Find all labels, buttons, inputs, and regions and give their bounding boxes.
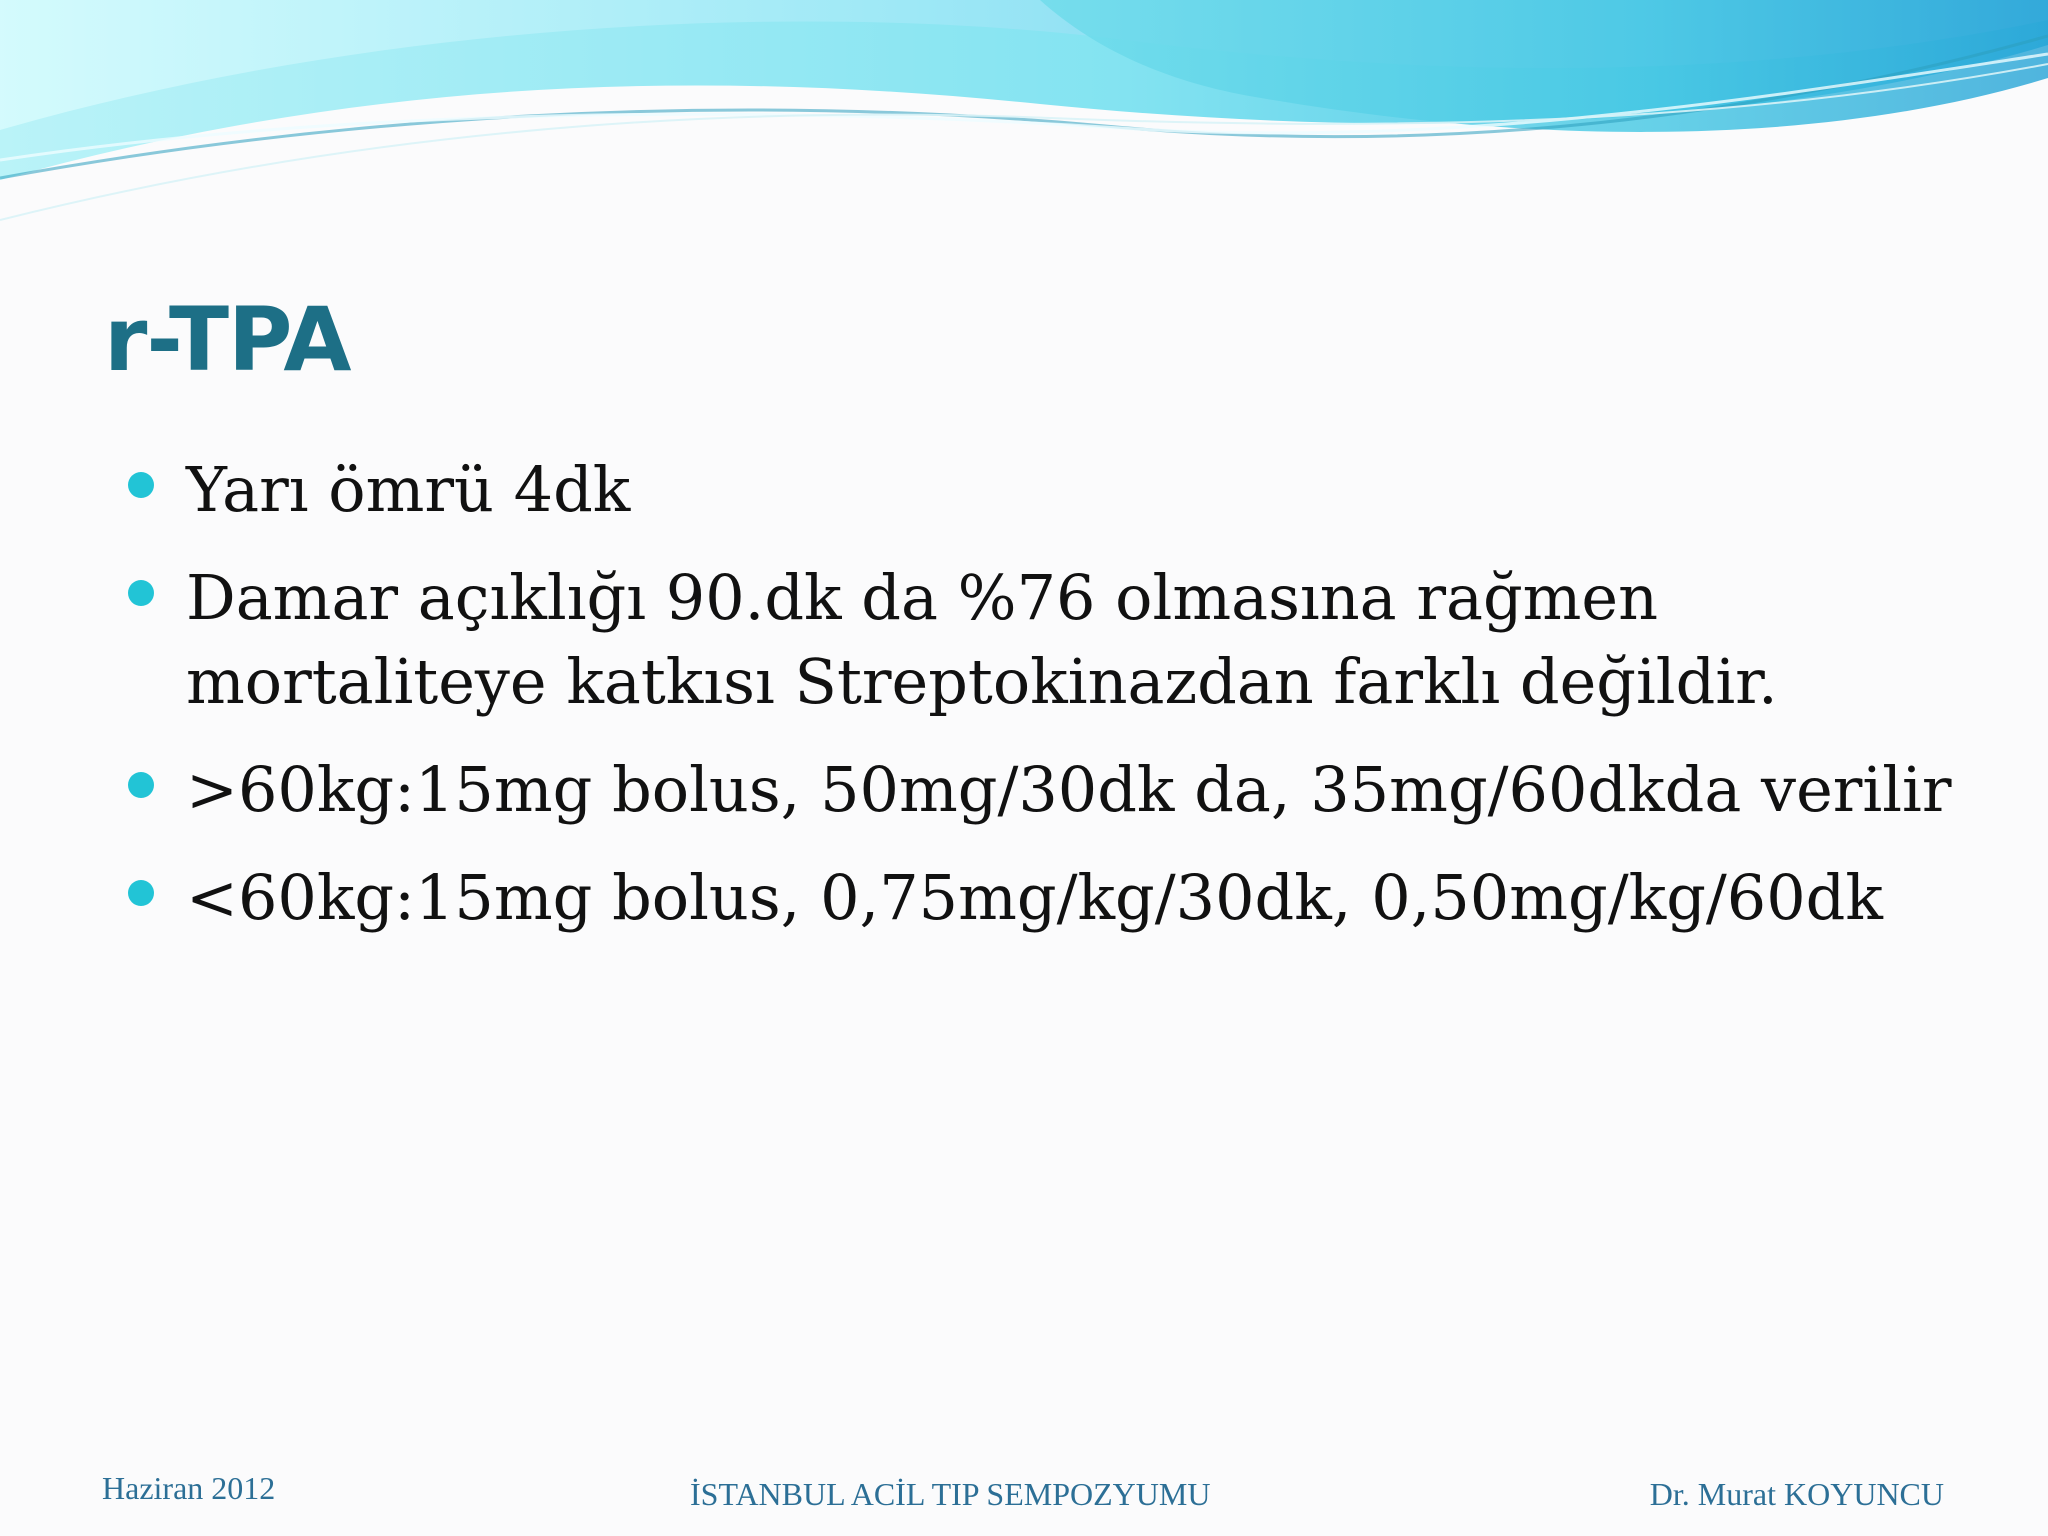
footer-event: İSTANBUL ACİL TIP SEMPOZYUMU bbox=[690, 1476, 1211, 1512]
bullet-text: Yarı ömrü 4dk bbox=[186, 453, 631, 526]
footer-author: Dr. Murat KOYUNCU bbox=[1649, 1476, 1944, 1512]
bullet-dot-icon bbox=[128, 772, 154, 798]
bullet-item bbox=[128, 748, 1988, 832]
footer-date: Haziran 2012 bbox=[102, 1470, 276, 1506]
bullet-text: <60kg:15mg bolus, 0,75mg/kg/30dk, 0,50mg/kg/60dk bbox=[186, 861, 1883, 934]
header-wave-decoration bbox=[0, 0, 2048, 240]
bullet-list bbox=[128, 448, 1988, 964]
bullet-dot-icon bbox=[128, 472, 154, 498]
bullet-item bbox=[128, 448, 1988, 532]
bullet-dot-icon bbox=[128, 880, 154, 906]
bullet-dot-icon bbox=[128, 580, 154, 606]
bullet-item bbox=[128, 556, 1988, 724]
slide-title: r-TPA bbox=[104, 288, 351, 391]
bullet-text: Damar açıklığı 90.dk da %76 olmasına rağmen mortaliteye katkısı Streptokinazdan farklı değildir. bbox=[186, 561, 1778, 718]
bullet-text: >60kg:15mg bolus, 50mg/30dk da, 35mg/60dkda verilir bbox=[186, 753, 1952, 826]
bullet-item bbox=[128, 856, 1988, 940]
